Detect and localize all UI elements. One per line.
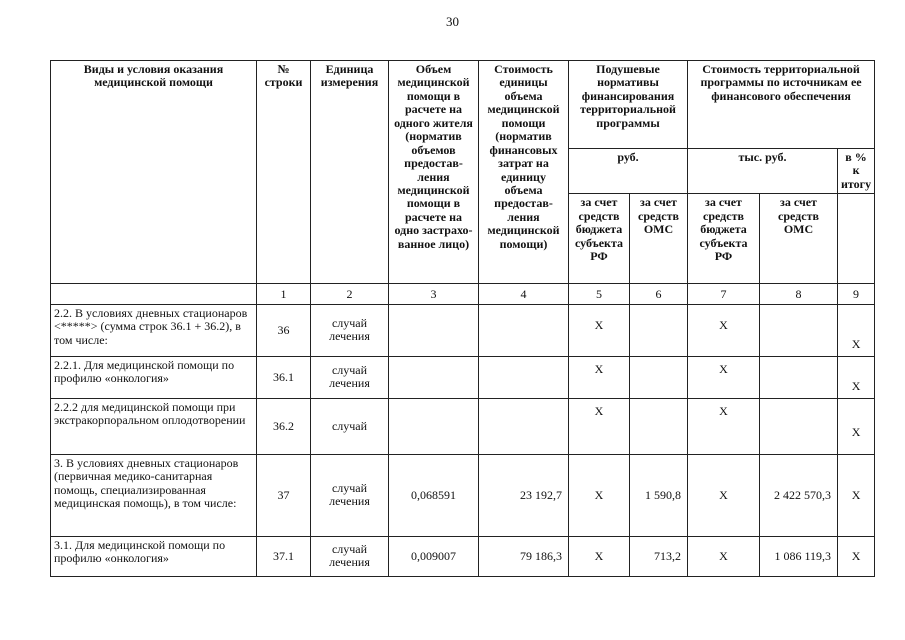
- row-name: 3.1. Для медицинской помощи по профилю «онкология»: [51, 536, 257, 576]
- col-num: 6: [630, 284, 688, 304]
- header-pct-empty: [838, 194, 875, 284]
- cell-pct: Х: [838, 454, 875, 536]
- cell-oms-thous: [760, 398, 838, 454]
- table-row: [51, 398, 875, 454]
- cell-oms-thous: [760, 356, 838, 398]
- col-num-empty: [51, 284, 257, 304]
- cell-volume: [389, 304, 479, 356]
- header-row-no: № строки: [257, 61, 311, 284]
- cell-oms-rub: 713,2: [630, 536, 688, 576]
- row-no: 36.1: [257, 356, 311, 398]
- row-no: 36.2: [257, 398, 311, 454]
- row-unit: случай: [311, 398, 389, 454]
- cell-oms-rub: [630, 398, 688, 454]
- cell-cost: 23 192,7: [479, 454, 569, 536]
- cell-oms-rub: 1 590,8: [630, 454, 688, 536]
- cell-cost: [479, 356, 569, 398]
- col-num: 2: [311, 284, 389, 304]
- header-rub: руб.: [569, 149, 688, 194]
- header-budget-rub: за счет средств бюджета субъекта РФ: [569, 194, 630, 284]
- cell-cost: [479, 398, 569, 454]
- row-no: 37.1: [257, 536, 311, 576]
- cell-budget-rub: Х: [569, 536, 630, 576]
- cell-budget-thous: Х: [688, 454, 760, 536]
- cell-oms-thous: [760, 304, 838, 356]
- row-unit: случай лечения: [311, 356, 389, 398]
- page-number: 30: [446, 14, 459, 29]
- cell-budget-thous: Х: [688, 536, 760, 576]
- header-unit: Единица измерения: [311, 61, 389, 284]
- cell-budget-thous: Х: [688, 356, 760, 398]
- cell-budget-rub: Х: [569, 304, 630, 356]
- cell-budget-thous: Х: [688, 398, 760, 454]
- financing-table: [50, 60, 875, 577]
- col-num: 4: [479, 284, 569, 304]
- cell-budget-rub: Х: [569, 454, 630, 536]
- cell-oms-thous: 2 422 570,3: [760, 454, 838, 536]
- cell-volume: 0,068591: [389, 454, 479, 536]
- row-no: 37: [257, 454, 311, 536]
- header-kinds: Виды и условия оказания медицинской помощи: [51, 61, 257, 284]
- cell-volume: 0,009007: [389, 536, 479, 576]
- row-name: 2.2.1. Для медицинской помощи по профилю «онкология»: [51, 356, 257, 398]
- table-row: [51, 356, 875, 398]
- cell-pct: Х: [838, 304, 875, 356]
- col-num: 7: [688, 284, 760, 304]
- row-unit: случай лечения: [311, 536, 389, 576]
- cell-budget-rub: Х: [569, 356, 630, 398]
- table-row: [51, 304, 875, 356]
- col-num: 8: [760, 284, 838, 304]
- header-thous-rub: тыс. руб.: [688, 149, 838, 194]
- cell-budget-rub: Х: [569, 398, 630, 454]
- row-no: 36: [257, 304, 311, 356]
- cell-pct: Х: [838, 398, 875, 454]
- cell-budget-thous: Х: [688, 304, 760, 356]
- row-unit: случай лечения: [311, 304, 389, 356]
- cell-cost: 79 186,3: [479, 536, 569, 576]
- cell-volume: [389, 398, 479, 454]
- table-row: [51, 454, 875, 536]
- col-num: 1: [257, 284, 311, 304]
- cell-oms-rub: [630, 356, 688, 398]
- header-oms-rub: за счет средств ОМС: [630, 194, 688, 284]
- header-total-cost: Стоимость территориальной программы по источникам ее финансового обеспечения: [688, 61, 875, 149]
- cell-volume: [389, 356, 479, 398]
- header-volume: Объем медицинской помощи в расчете на одного жителя (норматив объемов предостав-ления медицинской помощи в расчете на одно застрахо-ванное лицо): [389, 61, 479, 284]
- row-unit: случай лечения: [311, 454, 389, 536]
- header-budget-thous: за счет средств бюджета субъекта РФ: [688, 194, 760, 284]
- cell-pct: Х: [838, 536, 875, 576]
- cell-cost: [479, 304, 569, 356]
- header-per-capita: Подушевые нормативы финансирования территориальной программы: [569, 61, 688, 149]
- col-num: 3: [389, 284, 479, 304]
- header-oms-thous: за счет средств ОМС: [760, 194, 838, 284]
- cell-oms-rub: [630, 304, 688, 356]
- col-num: 9: [838, 284, 875, 304]
- cell-pct: Х: [838, 356, 875, 398]
- table-row: [51, 536, 875, 576]
- row-name: 2.2. В условиях дневных стационаров <*****> (сумма строк 36.1 + 36.2), в том числе:: [51, 304, 257, 356]
- header-pct: в % к итогу: [838, 149, 875, 194]
- row-name: 3. В условиях дневных стационаров (первичная медико-санитарная помощь, специализированная медицинская помощь), в том числе:: [51, 454, 257, 536]
- row-name: 2.2.2 для медицинской помощи при экстракорпоральном оплодотворении: [51, 398, 257, 454]
- col-num: 5: [569, 284, 630, 304]
- header-cost: Стоимость единицы объема медицинской помощи (норматив финансовых затрат на единицу объема предостав-ления медицинской помощи): [479, 61, 569, 284]
- cell-oms-thous: 1 086 119,3: [760, 536, 838, 576]
